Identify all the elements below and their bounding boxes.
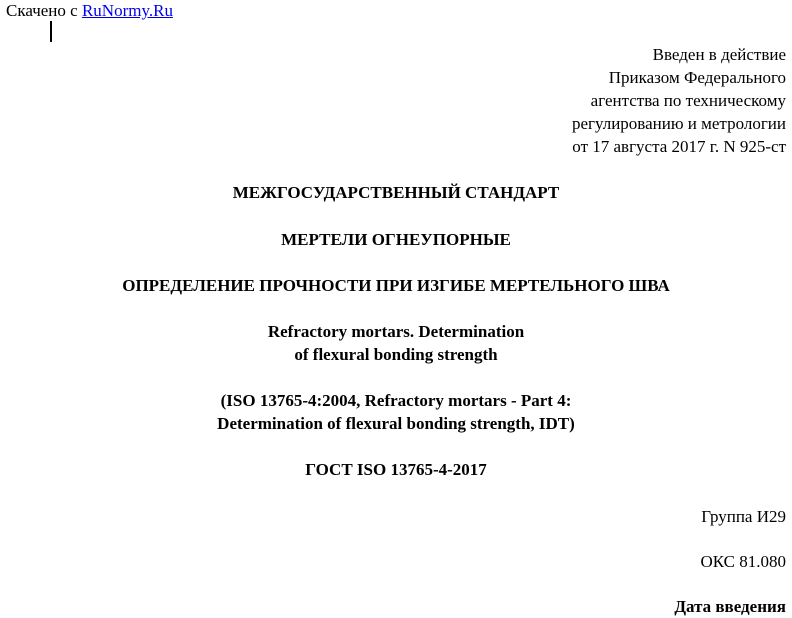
text-cursor xyxy=(50,21,52,42)
intro-date-label: Дата введения xyxy=(674,597,786,616)
enactment-block xyxy=(572,43,786,158)
oks-label: ОКС 81.080 xyxy=(700,552,786,571)
gost-number: ГОСТ ISO 13765-4-2017 xyxy=(305,460,487,479)
source-link[interactable]: RuNormy.Ru xyxy=(81,1,173,20)
enactment-line: от 17 августа 2017 г. N 925-ст xyxy=(572,137,786,156)
iso-reference-line: Determination of flexural bonding strength, IDT) xyxy=(217,414,575,433)
enactment-line: регулированию и метрологии xyxy=(571,114,786,133)
enactment-line: Приказом Федерального xyxy=(608,68,786,87)
enactment-line: Введен в действие xyxy=(652,45,786,64)
interstate-standard-heading: МЕЖГОСУДАРСТВЕННЫЙ СТАНДАРТ xyxy=(232,183,560,202)
english-title xyxy=(0,320,792,366)
iso-reference xyxy=(0,389,792,435)
iso-reference-line: (ISO 13765-4:2004, Refractory mortars - Part 4: xyxy=(220,391,572,410)
group-label: Группа И29 xyxy=(701,507,786,526)
enactment-line: агентства по техническому xyxy=(590,91,786,110)
source-prefix: Скачено с xyxy=(6,1,78,20)
title-line-1: МЕРТЕЛИ ОГНЕУПОРНЫЕ xyxy=(281,230,511,249)
english-title-line: Refractory mortars. Determination xyxy=(267,322,525,341)
english-title-line: of flexural bonding strength xyxy=(294,345,498,364)
title-line-2: ОПРЕДЕЛЕНИЕ ПРОЧНОСТИ ПРИ ИЗГИБЕ МЕРТЕЛЬНОГО ШВА xyxy=(122,276,670,295)
source-line xyxy=(6,1,173,21)
